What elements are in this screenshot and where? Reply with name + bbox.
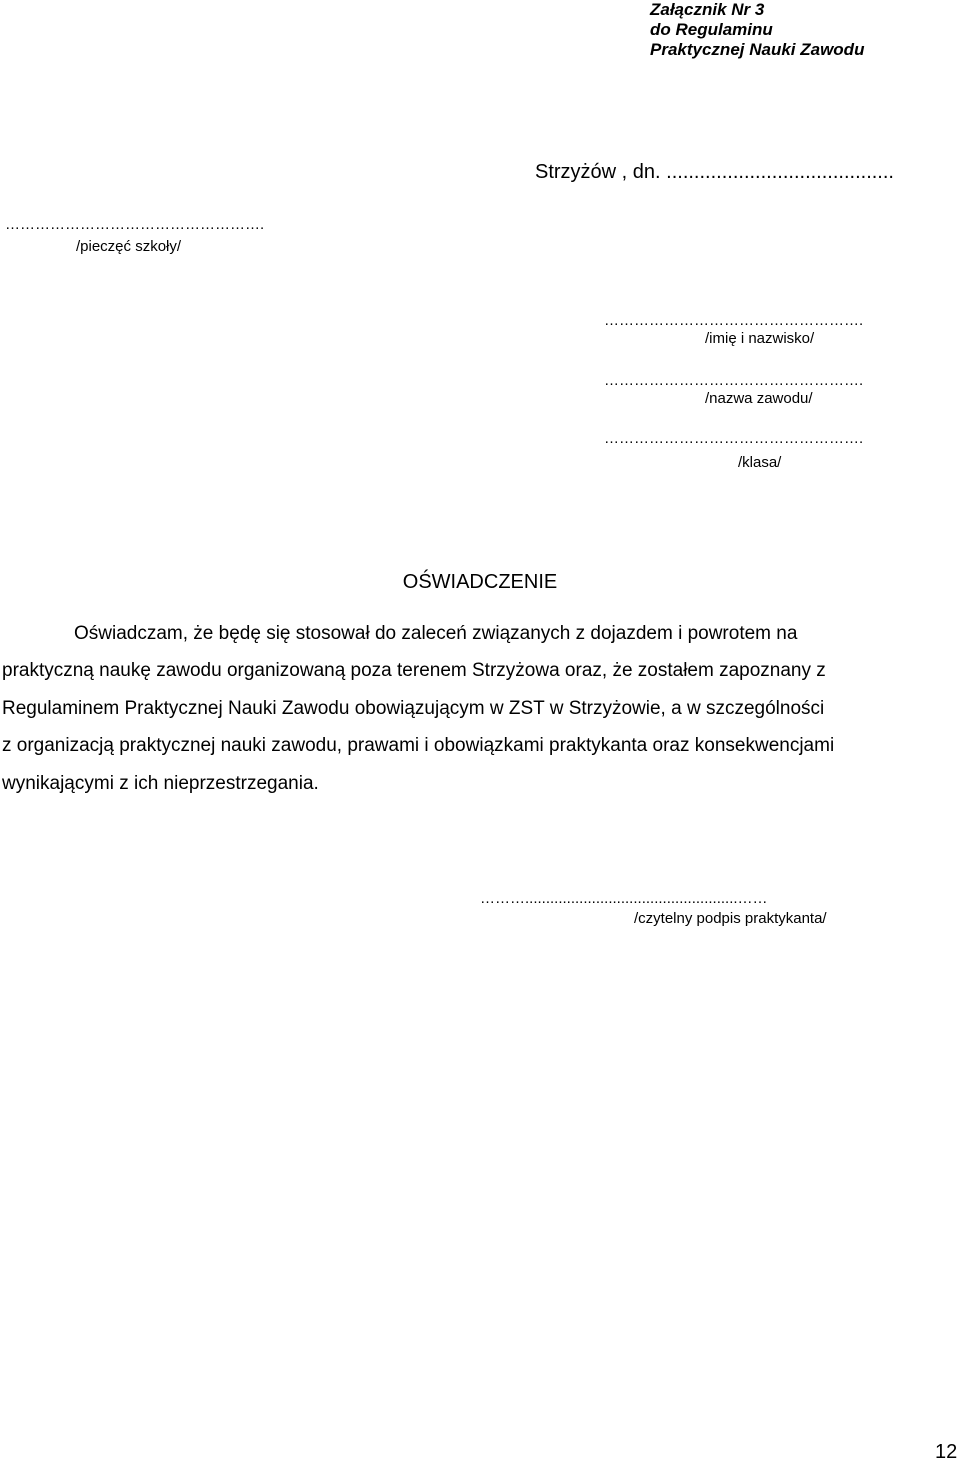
class-field-label: /klasa/ <box>738 454 782 471</box>
page-number: 12 <box>935 1441 958 1463</box>
body-line: praktyczną naukę zawodu organizowaną poza terenem Strzyżowa oraz, że zostałem zapoznany z <box>2 660 826 681</box>
attachment-number: Załącznik Nr 3 <box>650 0 765 19</box>
body-line: wynikającymi z ich nieprzestrzegania. <box>2 773 319 794</box>
name-field-label: /imię i nazwisko/ <box>705 330 815 347</box>
signature-dots: ………...................................................…… <box>480 890 768 907</box>
profession-field-dots: ……………………………………………. <box>604 372 864 389</box>
profession-field-label: /nazwa zawodu/ <box>705 390 813 407</box>
class-field-dots: ……………………………………………. <box>604 430 864 447</box>
signature-label: /czytelny podpis praktykanta/ <box>634 910 827 927</box>
school-stamp-dots: ……………………………………………. <box>5 216 265 233</box>
body-line: Oświadczam, że będę się stosował do zaleceń związanych z dojazdem i powrotem na <box>74 623 798 644</box>
body-line: Regulaminem Praktycznej Nauki Zawodu obowiązującym w ZST w Strzyżowie, a w szczególności <box>2 698 825 719</box>
place-and-date: Strzyżów , dn. ......................................... <box>535 161 894 183</box>
body-line: z organizacją praktycznej nauki zawodu, prawami i obowiązkami praktykanta oraz konsekwencjami <box>2 735 835 756</box>
attachment-regulation-name: Praktycznej Nauki Zawodu <box>650 40 865 59</box>
school-stamp-label: /pieczęć szkoły/ <box>76 238 182 255</box>
name-field-dots: ……………………………………………. <box>604 312 864 329</box>
attachment-header <box>650 0 864 60</box>
attachment-regulation: do Regulaminu <box>650 20 773 39</box>
document-title: OŚWIADCZENIE <box>402 571 558 593</box>
